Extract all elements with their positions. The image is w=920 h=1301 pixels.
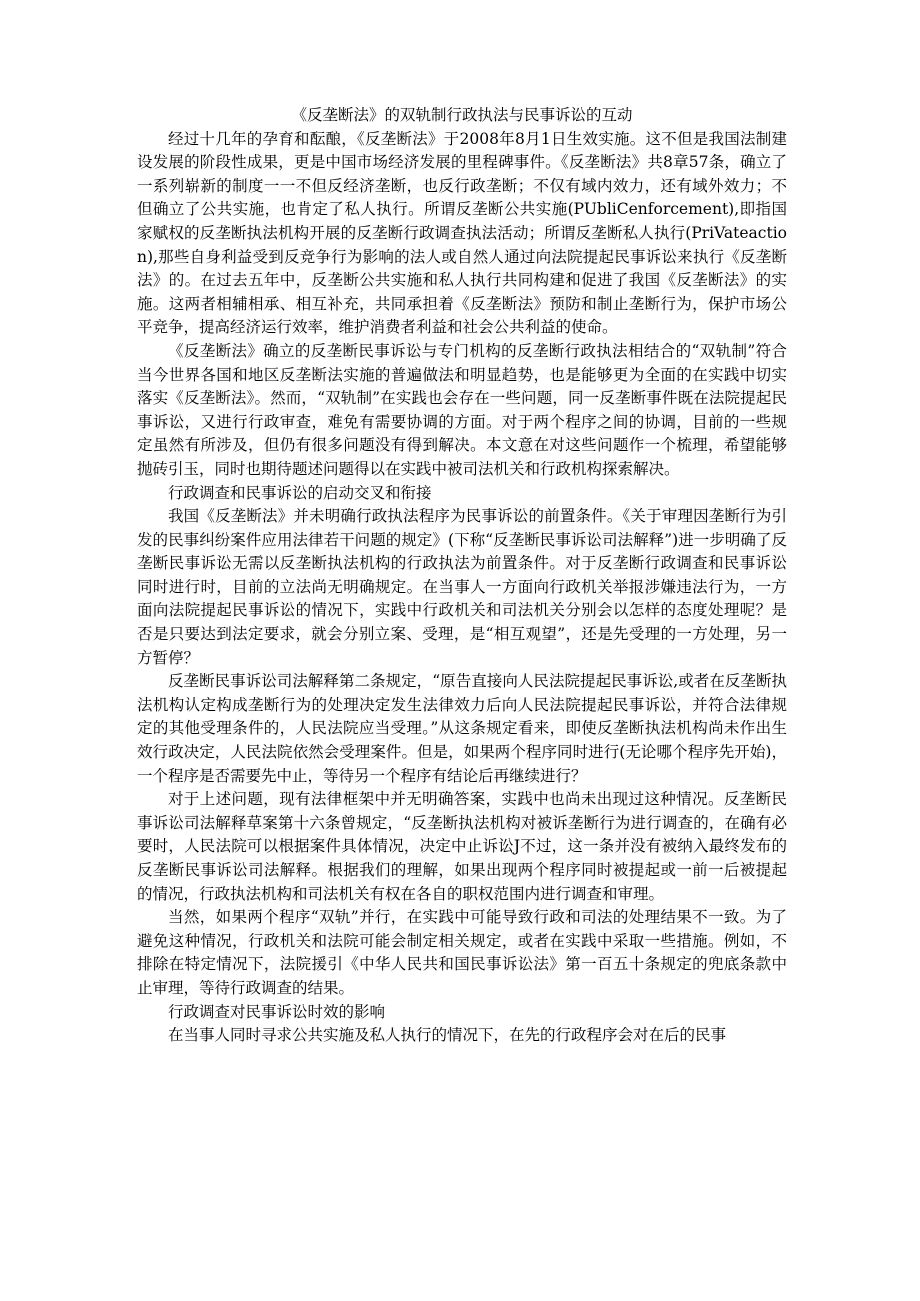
body-paragraph: 经过十几年的孕育和酝酿，《反垄断法》于2008年8月1日生效实施。这不但是我国法制建设发展的阶段性成果，更是中国市场经济发展的里程碑事件。《反垄断法》共8章57条，确立了一系列崭新的制度一一不但反经济垄断，也反行政垄断；不仅有域内效力，还有域外效力；不但确立了公共实施，也肯定了私人执行。所谓反垄断公共实施(PUbliCenforcement),即指国家赋权的反垄断执法机构开展的反垄断行政调查执法活动；所谓反垄断私人执行(PriVateaction),那些自身利益受到反竞争行为影响的法人或自然人通过向法院提起民事诉讼来执行《反垄断法》的。在过去五年中，反垄断公共实施和私人执行共同构建和促进了我国《反垄断法》的实施。这两者相辅相承、相互补充，共同承担着《反垄断法》预防和制止垄断行为，保护市场公平竞争，提高经济运行效率，维护消费者利益和社会公共利益的使命。 — [137, 129, 787, 337]
body-paragraph: 反垄断民事诉讼司法解释第二条规定，“原告直接向人民法院提起民事诉讼,或者在反垄断执法机构认定构成垄断行为的处理决定发生法律效力后向人民法院提起民事诉讼，并符合法律规定的其他受理条件的，人民法院应当受理。”从这条规定看来，即使反垄断执法机构尚未作出生效行政决定，人民法院依然会受理案件。但是，如果两个程序同时进行(无论哪个程序先开始)，一个程序是否需要先中止，等待另一个程序有结论后再继续进行？ — [137, 672, 787, 785]
body-paragraph: 对于上述问题，现有法律框架中并无明确答案，实践中也尚未出现过这种情况。反垄断民事诉讼司法解释草案第十六条曾规定，“反垄断执法机构对被诉垄断行为进行调查的，在确有必要时，人民法院可以根据案件具体情况，决定中止诉讼J不过，这一条并没有被纳入最终发布的反垄断民事诉讼司法解释。根据我们的理解，如果出现两个程序同时被提起或一前一后被提起的情况，行政执法机构和司法机关有权在各自的职权范围内进行调查和审理。 — [137, 790, 787, 903]
body-paragraph: 在当事人同时寻求公共实施及私人执行的情况下，在先的行政程序会对在后的民事 — [168, 1026, 727, 1045]
body-paragraph: 当然，如果两个程序“双轨”并行，在实践中可能导致行政和司法的处理结果不一致。为了避免这种情况，行政机关和法院可能会制定相关规定，或者在实践中采取一些措施。例如，不排除在特定情况下，法院援引《中华人民共和国民事诉讼法》第一百五十条规定的兜底条款中止审理，等待行政调查的结果。 — [137, 908, 787, 997]
document-title: 《反垄断法》的双轨制行政执法与民事诉讼的互动 — [291, 106, 633, 124]
body-paragraph: 《反垄断法》确立的反垄断民事诉讼与专门机构的反垄断行政执法相结合的“双轨制”符合当今世界各国和地区反垄断法实施的普遍做法和明显趋势，也是能够更为全面的在实践中切实落实《反垄断法》。然而，“双轨制”在实践也会存在一些问题，同一反垄断事件既在法院提起民事诉讼，又进行行政审查，难免有需要协调的方面。对于两个程序之间的协调，目前的一些规定虽然有所涉及，但仍有很多问题没有得到解决。本文意在对这些问题作一个梳理，希望能够抛砖引玉，同时也期待题述问题得以在实践中被司法机关和行政机构探索解决。 — [137, 341, 787, 478]
document-page — [137, 104, 787, 1048]
section-heading: 行政调查对民事诉讼时效的影响 — [168, 1002, 386, 1021]
section-heading: 行政调查和民事诉讼的启动交叉和衔接 — [168, 483, 432, 502]
body-paragraph: 我国《反垄断法》并未明确行政执法程序为民事诉讼的前置条件。《关于审理因垄断行为引发的民事纠纷案件应用法律若干问题的规定》(下称“反垄断民事诉讼司法解释”)进一步明确了反垄断民事诉讼无需以反垄断执法机构的行政执法为前置条件。对于反垄断行政调查和民事诉讼同时进行时，目前的立法尚无明确规定。在当事人一方面向行政机关举报涉嫌违法行为，一方面向法院提起民事诉讼的情况下，实践中行政机关和司法机关分别会以怎样的态度处理呢？是否是只要达到法定要求，就会分别立案、受理，是“相互观望”，还是先受理的一方处理，另一方暂停？ — [137, 507, 787, 667]
